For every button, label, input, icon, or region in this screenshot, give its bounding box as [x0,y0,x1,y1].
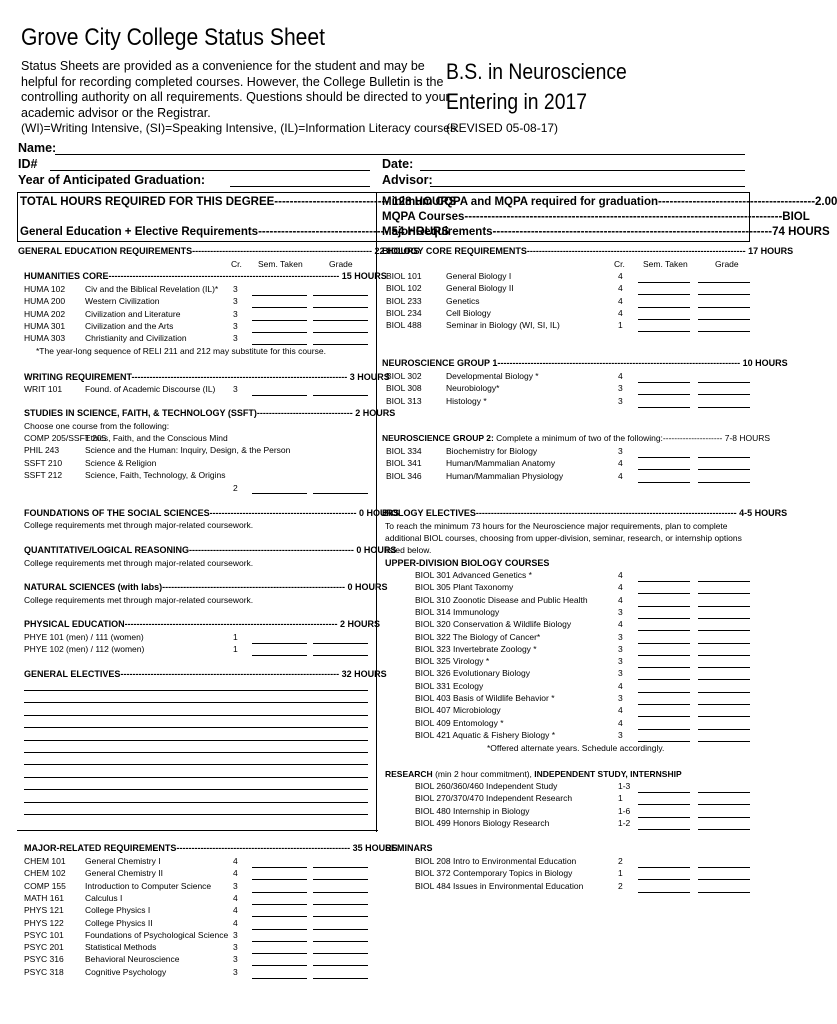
course-credits: 3 [233,929,238,940]
course-credits: 4 [618,582,623,593]
course-credits: 3 [233,384,238,394]
course-name: General Chemistry I [85,856,161,866]
course-name: BIOL 403 Basis of Wildlife Behavior * [415,693,555,703]
course-code: SSFT 210 [24,457,63,468]
course-name: BIOL 270/370/470 Independent Research [415,793,573,804]
grade-field[interactable] [698,892,750,893]
course-code: SSFT 212 [24,469,63,480]
course-row [0,471,770,483]
bio-core-heading: BIOLOGY CORE REQUIREMENTS------------------------------------------------------------------------- 17 HOURS [382,246,794,256]
course-row [0,320,770,332]
sem-taken-field[interactable] [638,892,690,893]
course-name: BIOL 208 Intro to Environmental Education [415,856,577,866]
course-credits: 3 [233,954,238,965]
course-row [0,446,770,458]
social-heading: FOUNDATIONS OF THE SOCIAL SCIENCES------------------------------------------------- 0 HOURS [24,508,400,518]
course-row [0,458,770,470]
course-row [0,718,770,730]
research-heading-mid: (min 2 hour commitment), [432,769,535,779]
course-code: HUMA 301 [24,320,66,331]
course-code: BIOL 341 [386,458,422,469]
col-cr: Cr. [231,259,242,269]
course-name: Civ and the Biblical Revelation (IL)* [85,284,219,294]
course-name: College Physics II [85,917,153,928]
course-name: BIOL 310 Zoonotic Disease and Public Health [415,594,588,605]
course-row [0,308,770,320]
course-credits: 4 [618,570,623,580]
name-label: Name: [18,141,57,155]
course-name: BIOL 323 Invertebrate Zoology * [415,643,537,654]
course-code: COMP 205/SSFT 205 [24,433,107,443]
course-row [0,607,770,619]
year-label: Year of Anticipated Graduation: [18,173,206,187]
course-credits: 4 [618,283,623,294]
research-heading-bold: RESEARCH [385,769,433,779]
course-name: Introduction to Computer Science [85,880,212,891]
course-credits: 4 [618,470,623,481]
course-credits: 3 [618,693,623,703]
course-row [0,371,770,383]
degree-title: B.S. in Neuroscience [446,59,627,84]
course-row [0,595,770,607]
course-name: BIOL 322 The Biology of Cancer* [415,631,541,642]
course-row [0,781,770,793]
course-name: Christianity and Civilization [85,333,187,344]
major-related-heading: MAJOR-RELATED REQUIREMENTS---------------------------------------------------------- 35 HOURS [24,843,398,853]
course-credits: 4 [618,705,623,716]
social-note: College requirements met through major-related coursework. [24,520,254,530]
course-credits: 3 [618,631,623,642]
natsci-heading: NATURAL SCIENCES (with labs)------------------------------------------------------------- 0 HOURS [24,582,388,592]
course-name: Histology * [446,395,487,406]
course-name: General Biology II [446,283,514,294]
course-name: BIOL 320 Conservation & Wildlife Biology [415,619,572,630]
course-credits: 4 [233,905,238,916]
ssft-choose: Choose one course from the following: [24,421,170,431]
ssft-grade-field[interactable] [313,493,368,494]
course-name: BIOL 407 Microbiology [415,705,501,716]
course-name: Foundations of Psychological Science [85,929,229,940]
ssft-credits: 2 [233,483,238,493]
course-name: General Biology I [446,271,512,281]
course-row [0,632,770,644]
course-row [0,619,770,631]
course-name: Ethics, Faith, and the Conscious Mind [85,433,228,443]
col-grade-right: Grade [715,259,739,269]
sem-taken-field[interactable] [252,978,307,979]
course-row [0,570,770,582]
course-row [0,918,770,930]
course-code: BIOL 334 [386,446,422,456]
course-code: HUMA 303 [24,333,66,344]
course-credits: 1 [618,320,623,331]
year-field[interactable] [230,186,370,187]
course-credits: 4 [618,680,623,691]
course-name: College Physics I [85,905,151,916]
course-code: PHIL 243 [24,445,60,456]
grade-field[interactable] [313,978,368,979]
seminars-heading: SEMINARS [385,843,433,853]
course-name: General Chemistry II [85,868,163,879]
writing-heading: WRITING REQUIREMENT------------------------------------------------------------------------ 3 HOURS [24,372,390,382]
course-row [0,668,770,680]
col-sem-taken-right: Sem. Taken [643,259,688,269]
course-name: BIOL 409 Entomology * [415,717,504,728]
course-code: MATH 161 [24,892,64,903]
sem-taken-field[interactable] [638,741,690,742]
elective-line[interactable] [24,752,368,753]
course-code: PSYC 201 [24,942,64,953]
course-name: Civilization and the Arts [85,320,174,331]
course-name: BIOL 331 Ecology [415,680,484,691]
course-credits: 3 [618,729,623,740]
course-row [0,856,770,868]
course-row [0,383,770,395]
course-name: Developmental Biology * [446,371,539,381]
course-code: PHYE 101 (men) / 111 (women) [24,632,144,642]
course-code: BIOL 346 [386,470,422,481]
grade-field[interactable] [698,741,750,742]
course-row [0,693,770,705]
course-name: Neurobiology* [446,383,500,394]
gen-ed-heading: GENERAL EDUCATION REQUIREMENTS------------------------------------------------------------ 22 HOURS [18,246,420,256]
course-credits: 4 [618,371,623,381]
course-credits: 3 [233,880,238,891]
course-code: BIOL 234 [386,307,422,318]
course-credits: 4 [233,892,238,903]
course-credits: 3 [618,656,623,667]
sem-taken-field[interactable] [638,482,690,483]
course-code: PSYC 101 [24,929,64,940]
ssft-sem-field[interactable] [252,493,307,494]
course-row [0,893,770,905]
col-cr-right: Cr. [614,259,625,269]
sem-taken-field[interactable] [638,829,690,830]
id-field[interactable] [50,170,370,171]
course-name: Science, Faith, Technology, & Origins [85,469,226,480]
course-name: Western Civilization [85,296,160,307]
course-credits: 3 [233,296,238,307]
course-credits: 1 [618,793,623,804]
course-credits: 4 [618,458,623,469]
course-name: Calculus I [85,892,123,903]
research-heading-bold2: INDEPENDENT STUDY, INTERNSHIP [534,769,682,779]
revised-date: (REVISED 05-08-17) [446,121,559,135]
offered-note: *Offered alternate years. Schedule accordingly. [487,743,665,753]
course-credits: 4 [618,307,623,318]
course-row [0,283,770,295]
course-credits: 1-2 [618,817,631,828]
course-credits: 3 [233,966,238,977]
neuro1-heading: NEUROSCIENCE GROUP 1--------------------------------------------------------------------------------- 10 HOURS [382,358,788,368]
course-row [0,396,770,408]
neuro2-heading-bold: NEUROSCIENCE GROUP 2: [382,433,494,443]
course-code: PSYC 316 [24,954,64,965]
course-row [0,644,770,656]
course-credits: 4 [233,868,238,879]
neuro2-heading [382,433,770,443]
name-field[interactable] [55,154,745,155]
bio-electives-note: To reach the minimum 73 hours for the Neuroscience major requirements, plan to complete additional BIOL courses, choosing from upper-division, seminar, research, or internship options listed below. [385,521,742,555]
course-name: Statistical Methods [85,942,157,953]
course-credits: 4 [618,271,623,281]
course-credits: 1-6 [618,805,631,816]
course-row [0,681,770,693]
course-name: Seminar in Biology (WI, SI, IL) [446,320,560,331]
course-credits: 3 [618,383,623,394]
course-row [0,868,770,880]
course-credits: 1 [233,644,238,655]
elective-line[interactable] [24,764,368,765]
course-row [0,296,770,308]
mqpa-courses: MQPA Courses-----------------------------------------------------------------------------------BIOL [382,211,810,223]
course-name: Behavioral Neuroscience [85,954,180,965]
course-name: Science & Religion [85,457,157,468]
course-name: BIOL 305 Plant Taxonomy [415,582,514,593]
grade-field[interactable] [698,829,750,830]
course-credits: 4 [618,295,623,306]
course-row [0,705,770,717]
course-name: Genetics [446,295,480,306]
course-name: Found. of Academic Discourse (IL) [85,384,216,394]
gened-hours: General Education + Elective Requirements---------------------------------- 54 HOURS [20,226,449,238]
course-code: PHYE 102 (men) / 112 (women) [24,644,145,655]
page-title: Grove City College Status Sheet [21,24,326,51]
course-name: Human/Mammalian Anatomy [446,458,556,469]
course-code: PSYC 318 [24,966,64,977]
course-code: BIOL 102 [386,283,422,294]
total-hours: TOTAL HOURS REQUIRED FOR THIS DEGREE------------------------------ 128 HOURS [20,196,457,208]
course-credits: 4 [618,717,623,728]
course-credits: 3 [233,333,238,344]
course-row [0,905,770,917]
course-code: HUMA 102 [24,284,66,294]
course-code: BIOL 488 [386,320,422,331]
entering-year: Entering in 2017 [446,89,588,114]
quant-note: College requirements met through major-related coursework. [24,558,254,568]
advisor-label: Advisor: [382,173,433,187]
course-code: HUMA 200 [24,296,66,307]
quant-heading: QUANTITATIVE/LOGICAL REASONING------------------------------------------------------- 0 HOURS [24,545,397,555]
upper-division-heading: UPPER-DIVISION BIOLOGY COURSES [385,558,550,568]
course-credits: 2 [618,880,623,891]
course-code: COMP 155 [24,880,66,891]
course-name: BIOL 480 Internship in Biology [415,805,530,816]
course-name: BIOL 325 Virology * [415,656,490,667]
course-row [0,793,770,805]
major-hours: Major Requirements-------------------------------------------------------------------------74 HOURS [382,226,830,238]
course-name: Cognitive Psychology [85,966,167,977]
sem-taken-field[interactable] [638,407,690,408]
date-label: Date: [382,157,414,171]
humanities-heading: HUMANITIES CORE----------------------------------------------------------------------------- 15 HOURS [24,271,387,281]
electives-heading: GENERAL ELECTIVES------------------------------------------------------------------------- 32 HOURS [24,669,387,679]
course-row [0,942,770,954]
sem-taken-field[interactable] [638,331,690,332]
course-credits: 3 [233,284,238,294]
course-name: BIOL 421 Aquatic & Fishery Biology * [415,729,556,740]
course-row [0,271,770,283]
course-code: BIOL 313 [386,395,422,406]
course-code: BIOL 101 [386,271,422,281]
pe-heading: PHYSICAL EDUCATION----------------------------------------------------------------------- 2 HOURS [24,619,380,629]
course-name: Human/Mammalian Physiology [446,470,564,481]
id-label: ID# [18,157,38,171]
legend-text: (WI)=Writing Intensive, (SI)=Speaking Intensive, (IL)=Information Literacy courses. [21,121,460,135]
course-code: BIOL 308 [386,383,422,394]
course-row [0,333,770,345]
course-row [0,818,770,830]
course-name: BIOL 484 Issues in Environmental Education [415,880,584,891]
grade-field[interactable] [698,482,750,483]
course-credits: 3 [618,643,623,654]
elective-line[interactable] [24,777,368,778]
natsci-note: College requirements met through major-related coursework. [24,595,254,605]
intro-text: Status Sheets are provided as a convenience for the student and may be helpful for recording completed courses. However, the College Bulletin is the controlling authority on all requirements. Questions should be directed to your academic advisor or the Registrar. [21,59,450,120]
course-row [0,930,770,942]
course-row [0,806,770,818]
course-name: Cell Biology [446,307,491,318]
neuro2-heading-rest: Complete a minimum of two of the following:--------------------- 7-8 HOURS [493,433,771,443]
course-row [0,967,770,979]
course-credits: 3 [618,668,623,679]
course-name: BIOL 314 Immunology [415,606,500,617]
course-credits: 3 [618,606,623,617]
course-name: BIOL 301 Advanced Genetics * [415,570,532,580]
col-grade: Grade [329,259,353,269]
course-credits: 4 [618,619,623,630]
col-sem-taken: Sem. Taken [258,259,303,269]
course-row [0,582,770,594]
course-credits: 4 [233,917,238,928]
cqpa-requirement: Minimum CQPA and MQPA required for graduation-----------------------------------------2.00 [382,196,837,208]
course-code: PHYS 121 [24,905,64,916]
course-row [0,656,770,668]
course-code: BIOL 302 [386,371,422,381]
course-name: BIOL 372 Contemporary Topics in Biology [415,868,573,879]
course-credits: 1 [233,632,238,642]
course-code: BIOL 233 [386,295,422,306]
course-credits: 2 [618,856,623,866]
course-credits: 1 [618,868,623,879]
course-row [0,954,770,966]
religion-note: *The year-long sequence of RELI 211 and 212 may substitute for this course. [36,346,326,356]
course-credits: 3 [233,320,238,331]
course-name: BIOL 499 Honors Biology Research [415,817,550,828]
course-name: Civilization and Literature [85,308,181,319]
left-bottom-divider [17,830,378,831]
course-credits: 3 [618,395,623,406]
course-credits: 1-3 [618,781,631,791]
course-name: BIOL 326 Evolutionary Biology [415,668,530,679]
course-code: CHEM 101 [24,856,66,866]
course-credits: 3 [618,446,623,456]
course-row [0,881,770,893]
course-code: WRIT 101 [24,384,63,394]
course-credits: 3 [233,308,238,319]
course-name: Science and the Human: Inquiry, Design, & the Person [85,445,291,456]
grade-field[interactable] [698,331,750,332]
advisor-field[interactable] [430,186,745,187]
bio-electives-heading: BIOLOGY ELECTIVES--------------------------------------------------------------------------------------- 4-5 HOURS [382,508,788,518]
course-name: Biochemistry for Biology [446,446,538,456]
ssft-heading: STUDIES IN SCIENCE, FAITH, & TECHNOLOGY (SSFT)-------------------------------- 2 HOURS [24,408,396,418]
course-credits: 4 [618,594,623,605]
date-field[interactable] [420,170,745,171]
course-code: CHEM 102 [24,868,66,879]
course-code: HUMA 202 [24,308,66,319]
research-heading [385,769,682,779]
grade-field[interactable] [698,407,750,408]
course-code: PHYS 122 [24,917,64,928]
course-credits: 3 [233,942,238,953]
course-credits: 4 [233,856,238,866]
course-row [0,730,770,742]
course-name: BIOL 260/360/460 Independent Study [415,781,558,791]
